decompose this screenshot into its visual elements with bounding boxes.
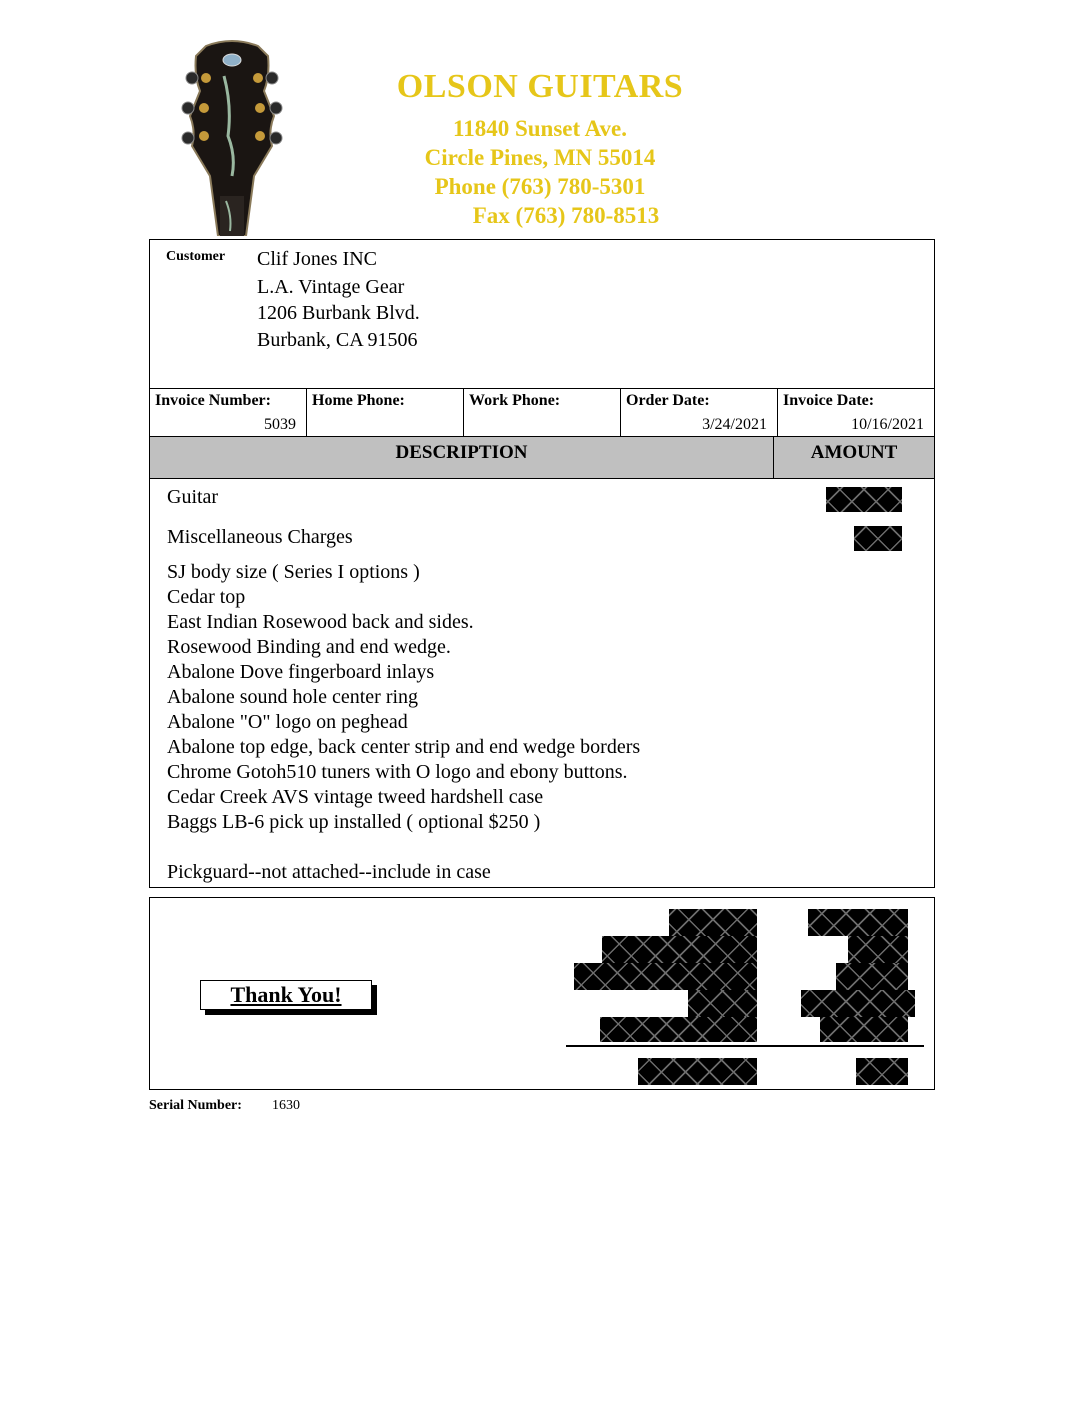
redacted-total <box>574 963 757 990</box>
spec-line: Cedar top <box>167 586 246 608</box>
order-date-label: Order Date: <box>626 392 710 409</box>
invoice-date-cell <box>778 389 934 436</box>
order-date-value: 3/24/2021 <box>702 416 767 433</box>
description-header: DESCRIPTION <box>395 442 528 463</box>
customer-label: Customer <box>166 249 226 264</box>
spec-line: Rosewood Binding and end wedge. <box>167 636 451 658</box>
redacted-total <box>638 1058 757 1085</box>
spec-line: Abalone "O" logo on peghead <box>167 711 408 733</box>
guitar-spec-notes <box>167 560 640 835</box>
total-divider <box>566 1045 924 1047</box>
company-phone: Phone (763) 780-5301 <box>434 174 646 199</box>
company-fax: Fax (763) 780-8513 <box>472 203 660 228</box>
company-address: 11840 Sunset Ave. <box>452 116 628 141</box>
invoice-date-label: Invoice Date: <box>783 392 875 409</box>
spec-line: SJ body size ( Series I options ) <box>167 561 420 583</box>
line-item-description: Guitar <box>167 486 219 508</box>
home-phone-cell <box>307 389 464 436</box>
invoice-number-cell <box>150 389 307 436</box>
guitar-headstock-icon <box>176 36 288 236</box>
customer-line: Clif Jones INC <box>257 248 377 270</box>
spec-line: Abalone sound hole center ring <box>167 686 419 708</box>
spec-line: Chrome Gotoh510 tuners with O logo and ebony buttons. <box>167 761 628 783</box>
redacted-total <box>856 1058 908 1085</box>
thank-you-stamp: Thank You! <box>200 980 372 1010</box>
redacted-total <box>602 936 757 963</box>
amount-header: AMOUNT <box>773 437 934 478</box>
spec-line: Abalone Dove fingerboard inlays <box>167 661 435 683</box>
spec-line: East Indian Rosewood back and sides. <box>167 611 474 633</box>
pickguard-note: Pickguard--not attached--include in case <box>167 861 491 883</box>
invoice-date-value: 10/16/2021 <box>851 416 924 433</box>
redacted-total <box>801 990 915 1017</box>
company-name: OLSON GUITARS <box>396 68 684 105</box>
spec-line: Baggs LB-6 pick up installed ( optional $250 ) <box>167 811 541 833</box>
redacted-total <box>688 990 757 1017</box>
table-header <box>149 436 935 479</box>
redacted-total <box>848 936 908 963</box>
invoice-number-value: 5039 <box>264 416 296 433</box>
invoice-info-row <box>149 388 935 437</box>
spec-line: Abalone top edge, back center strip and end wedge borders <box>167 736 641 758</box>
serial-number-label: Serial Number: <box>149 1098 242 1113</box>
redacted-total <box>836 963 908 990</box>
line-item-description: Miscellaneous Charges <box>167 526 353 548</box>
spec-line: Cedar Creek AVS vintage tweed hardshell case <box>167 786 544 808</box>
redacted-total <box>808 909 908 936</box>
redacted-amount <box>826 487 902 512</box>
home-phone-label: Home Phone: <box>312 392 405 409</box>
customer-line: Burbank, CA 91506 <box>257 329 418 351</box>
redacted-amount <box>854 526 902 551</box>
customer-line: L.A. Vintage Gear <box>257 276 405 298</box>
invoice-number-label: Invoice Number: <box>155 392 271 409</box>
serial-number-value: 1630 <box>272 1098 300 1113</box>
order-date-cell <box>621 389 778 436</box>
work-phone-cell <box>464 389 621 436</box>
work-phone-label: Work Phone: <box>469 392 561 409</box>
customer-line: 1206 Burbank Blvd. <box>257 302 420 324</box>
redacted-total <box>600 1017 757 1042</box>
company-city: Circle Pines, MN 55014 <box>424 145 656 170</box>
redacted-total <box>669 909 757 936</box>
redacted-total <box>820 1017 908 1042</box>
